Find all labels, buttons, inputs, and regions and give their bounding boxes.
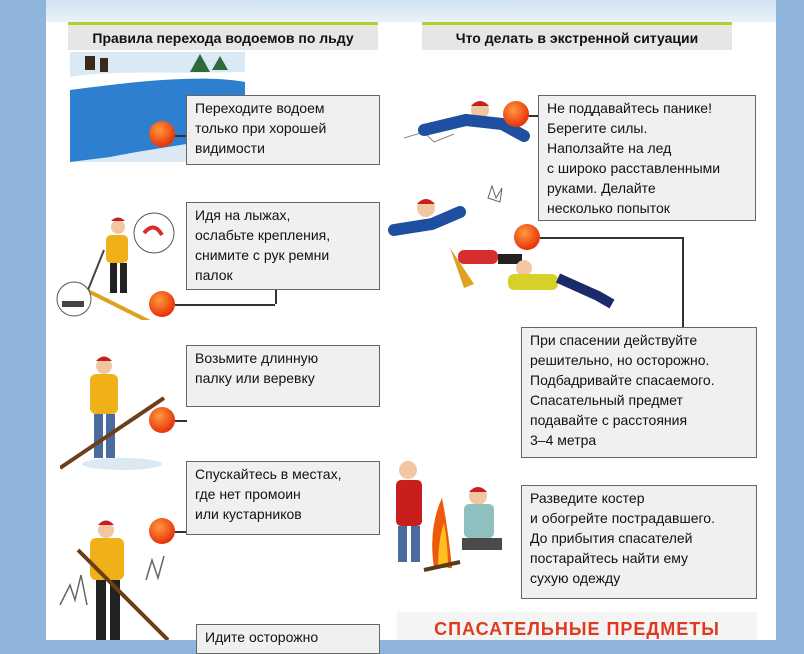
connector-line xyxy=(275,288,277,304)
rule-box-skis: Идя на лыжах, ослабьте крепления, снимите с рук ремни палок xyxy=(186,202,380,290)
connector-line xyxy=(682,237,684,327)
rule-box-descend: Спускайтесь в местах, где нет промоин или кустарников xyxy=(186,461,380,535)
header-ice-rules: Правила перехода водоемов по льду xyxy=(68,22,378,50)
connector-line xyxy=(540,237,682,239)
emergency-box-rescue: При спасении действуйте решительно, но осторожно. Подбадривайте спасаемого. Спасательный предмет подавайте с расстояния 3–4 метра xyxy=(521,327,757,458)
bullet-dot xyxy=(149,407,175,433)
header-emergency: Что делать в экстренной ситуации xyxy=(422,22,732,50)
bullet-dot xyxy=(149,291,175,317)
emergency-box-fire: Разведите костер и обогрейте пострадавшего. До прибытия спасателей постарайтесь найти ему сухую одежду xyxy=(521,485,757,599)
bullet-dot xyxy=(503,101,529,127)
rule-box-visibility: Переходите водоем только при хорошей видимости xyxy=(186,95,380,165)
connector-line xyxy=(175,304,275,306)
rescue-items-banner: СПАСАТЕЛЬНЫЕ ПРЕДМЕТЫ xyxy=(397,612,757,640)
rule-box-careful: Идите осторожно xyxy=(196,624,380,654)
top-illustration-strip xyxy=(46,0,776,22)
emergency-box-panic: Не поддавайтесь панике! Берегите силы. Наползайте на лед с широко расставленными руками. Делайте несколько попыток xyxy=(538,95,756,221)
bullet-dot xyxy=(149,121,175,147)
rule-box-stick: Возьмите длинную палку или веревку xyxy=(186,345,380,407)
bullet-dot xyxy=(514,224,540,250)
connector-line xyxy=(175,420,187,422)
bullet-dot xyxy=(149,518,175,544)
campfire-illustration xyxy=(390,458,515,583)
